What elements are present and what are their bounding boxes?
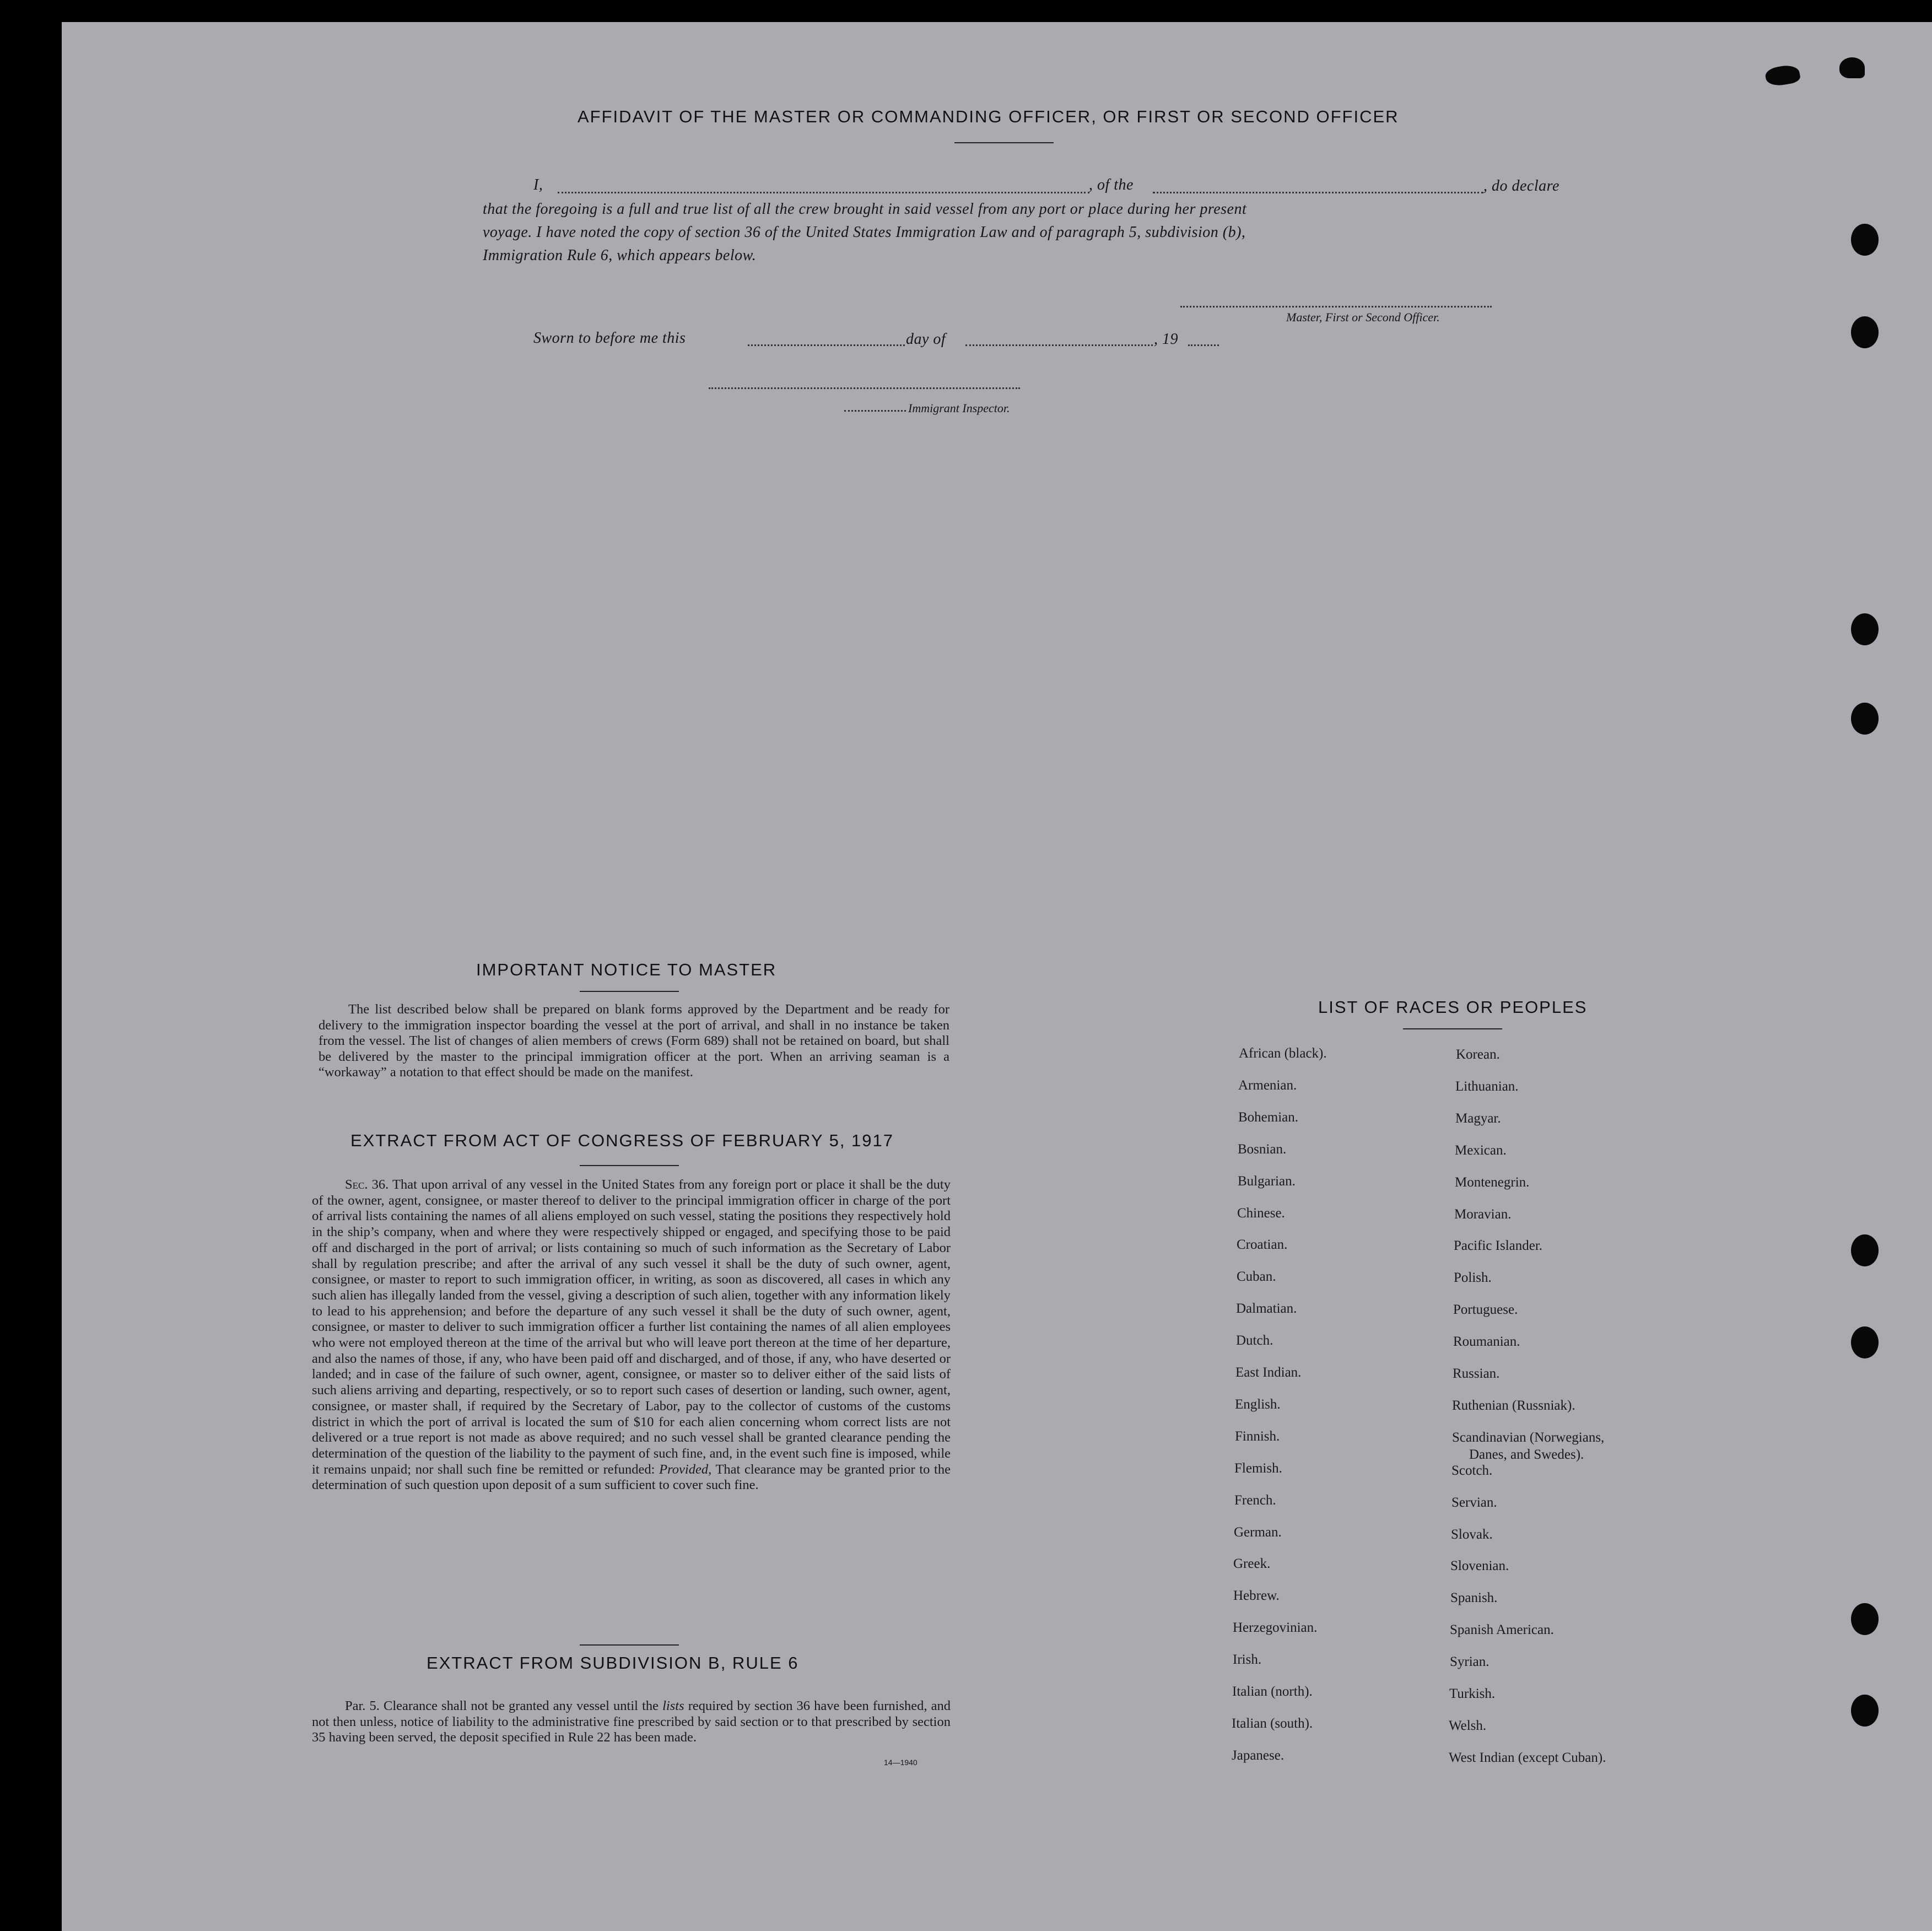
year-label: , 19 xyxy=(1154,331,1178,348)
inspector-caption: Immigrant Inspector. xyxy=(908,401,1010,415)
race-item: Flemish. xyxy=(1234,1461,1282,1476)
race-item: Roumanian. xyxy=(1453,1334,1520,1349)
rule6-title: EXTRACT FROM SUBDIVISION B, RULE 6 xyxy=(427,1653,799,1673)
race-item: Herzegovinian. xyxy=(1233,1620,1318,1635)
act-title: EXTRACT FROM ACT OF CONGRESS OF FEBRUARY 5, 1917 xyxy=(350,1131,894,1150)
act-body xyxy=(312,1177,951,1493)
declarant-label: I, xyxy=(533,176,543,193)
act-title-underline xyxy=(580,1165,679,1166)
affidavit-line-4: Immigration Rule 6, which appears below. xyxy=(483,247,757,264)
act-provided-label: Provided, xyxy=(659,1461,712,1477)
race-item: East Indian. xyxy=(1235,1365,1302,1380)
race-item: Spanish American. xyxy=(1450,1622,1554,1637)
punch-hole xyxy=(1851,316,1879,348)
form-number: 14—1940 xyxy=(884,1758,918,1767)
title-underline xyxy=(954,142,1054,143)
punch-hole xyxy=(1851,1695,1879,1727)
race-item: Moravian. xyxy=(1454,1207,1512,1222)
race-item: Irish. xyxy=(1233,1652,1262,1667)
rule6-body-start: Par. 5. Clearance shall not be granted any vessel until the xyxy=(345,1698,659,1713)
race-item: Slovak. xyxy=(1451,1527,1493,1542)
race-item: West Indian (except Cuban). xyxy=(1449,1750,1606,1765)
race-item: Greek. xyxy=(1233,1556,1271,1571)
race-item: Italian (south). xyxy=(1232,1716,1313,1731)
race-item: Scandinavian (Norwegians, xyxy=(1452,1430,1605,1445)
act-body-end: That clearance may be granted prior to the determination of such question upon deposit of a sum sufficient to cover such fine. xyxy=(312,1461,951,1493)
rule6-body xyxy=(312,1698,951,1746)
race-item: Syrian. xyxy=(1450,1654,1490,1669)
race-item: African (black). xyxy=(1239,1046,1327,1061)
race-item: Montenegrin. xyxy=(1455,1175,1530,1190)
race-scandinavian-continuation: Danes, and Swedes). xyxy=(1469,1447,1584,1462)
master-caption: Master, First or Second Officer. xyxy=(1286,310,1440,324)
punch-hole xyxy=(1851,1326,1879,1358)
race-item: Bulgarian. xyxy=(1238,1174,1296,1189)
affidavit-title: AFFIDAVIT OF THE MASTER OR COMMANDING OFFICER, OR FIRST OR SECOND OFFICER xyxy=(578,107,1399,126)
day-of-label: day of xyxy=(906,331,946,348)
punch-hole xyxy=(1851,1234,1879,1266)
race-item: Bosnian. xyxy=(1238,1142,1287,1157)
race-item: Hebrew. xyxy=(1233,1588,1280,1603)
sworn-month-field[interactable] xyxy=(965,344,1153,346)
act-body-text: That upon arrival of any vessel in the United States from any foreign port or place it shall be the duty of the owner, agent, consignee, or master thereof to deliver to the principal immigration officer in charge of the port of arrival lists containing the names of all aliens employed on such vessel, stating the positions they respectively hold in the ship’s company, when and where they were respectively shipped or engaged, and specifying those to be paid off and discharged in the port of arrival; or lists containing so much of such information as the Secretary of Labor shall by regulation prescribe; and after the arrival of any such vessel it shall be the duty of such owner, agent, consignee, or master to report to such immigration officer, in writing, as soon as discovered, all cases in which any such alien has illegally landed from the vessel, giving a description of such alien, together with any information likely to lead to his apprehension; and before the departure of any such vessel it shall be the duty of such owner, agent, consignee, or master to deliver to such immigration officer a further list containing the names of all alien employees who were not employed thereon at the time of the arrival but who will leave port thereon at the time of her departure, and also the names of those, if any, who have been paid off and discharged, and of those, if any, who have deserted or landed; and in case of the failure of such owner, agent, consignee, or master so to deliver either of the said lists of such aliens arriving and departing, respectively, or so to report such cases of desertion or landing, such owner, agent, consignee, or master shall, if required by the Secretary of Labor, pay to the collector of customs of the customs district in which the port of arrival is located the sum of $10 for each alien concerning whom correct lists are not delivered or a true report is not made as above required; and no such vessel shall be granted clearance pending the determination of the question of the liability to the payment of such fine, and, in the event such fine is imposed, while it remains unpaid; nor shall such fine be remitted or refunded: xyxy=(312,1177,951,1477)
sworn-day-field[interactable] xyxy=(748,344,905,346)
race-item: Ruthenian (Russniak). xyxy=(1452,1398,1575,1413)
punch-hole xyxy=(1851,1603,1879,1635)
race-item: Finnish. xyxy=(1235,1429,1280,1444)
form-page xyxy=(62,22,1932,1931)
inspector-caption-lead xyxy=(844,410,906,412)
race-item: German. xyxy=(1234,1525,1282,1540)
race-item: Scotch. xyxy=(1451,1463,1493,1478)
race-item: Slovenian. xyxy=(1450,1558,1509,1573)
races-title: LIST OF RACES OR PEOPLES xyxy=(1318,997,1588,1017)
torn-corner-right xyxy=(1839,57,1865,78)
master-signature-field[interactable] xyxy=(1180,306,1492,308)
race-item: Portuguese. xyxy=(1453,1302,1518,1317)
race-item: Italian (north). xyxy=(1232,1684,1313,1699)
race-item: Bohemian. xyxy=(1238,1110,1299,1125)
race-item: Armenian. xyxy=(1238,1078,1297,1093)
sworn-label: Sworn to before me this xyxy=(533,330,686,347)
race-item: Dutch. xyxy=(1236,1333,1273,1348)
race-item: Chinese. xyxy=(1237,1206,1285,1221)
declarant-name-field[interactable] xyxy=(558,192,1089,193)
race-item: Mexican. xyxy=(1455,1143,1507,1158)
race-item: Russian. xyxy=(1453,1366,1500,1381)
vessel-label: , of the xyxy=(1089,176,1134,193)
race-item: Polish. xyxy=(1454,1270,1492,1285)
notice-body: The list described below shall be prepared on blank forms approved by the Department and be ready for delivery to the immigration inspector boarding the vessel at the port of arrival, and shall in no instance be taken from the vessel. The list of changes of alien members of crews (Form 689) shall not be retained on board, but shall be delivered by the master to the principal immigration officer at the port. When an arriving seaman is a “workaway” a notation to that effect should be made on the manifest. xyxy=(319,1002,949,1080)
affidavit-line-2: that the foregoing is a full and true list of all the crew brought in said vessel from any port or place during her present xyxy=(483,201,1247,218)
race-item: Pacific Islander. xyxy=(1454,1238,1543,1253)
inspector-signature-field[interactable] xyxy=(709,387,1020,389)
race-item: Dalmatian. xyxy=(1236,1301,1297,1316)
race-item: Cuban. xyxy=(1237,1269,1276,1284)
sworn-year-field[interactable] xyxy=(1188,344,1219,346)
act-section-label: Sec. 36. xyxy=(345,1177,389,1192)
affidavit-line-3: voyage. I have noted the copy of section 36 of the United States Immigration Law and of paragraph 5, subdivision (b), xyxy=(483,224,1246,241)
race-item: Servian. xyxy=(1451,1495,1497,1510)
race-item: Turkish. xyxy=(1449,1686,1496,1701)
rule6-title-top-rule xyxy=(580,1644,679,1646)
race-item: French. xyxy=(1234,1493,1276,1508)
race-item: Welsh. xyxy=(1449,1718,1487,1733)
vessel-name-field[interactable] xyxy=(1153,192,1483,193)
notice-title-underline xyxy=(580,991,679,992)
race-item: English. xyxy=(1235,1397,1281,1412)
punch-hole xyxy=(1851,613,1879,645)
race-item: Magyar. xyxy=(1455,1111,1501,1126)
punch-hole xyxy=(1851,224,1879,256)
punch-hole xyxy=(1851,703,1879,735)
race-item: Croatian. xyxy=(1237,1237,1288,1252)
race-item: Korean. xyxy=(1456,1047,1500,1062)
rule6-body-end: required by section 36 have been furnished, and not then unless, notice of liability to the administrative fine prescribed by said section or to that prescribed by section 35 having been served, the deposit specified in Rule 22 has been made. xyxy=(312,1698,951,1745)
race-item: Japanese. xyxy=(1232,1748,1285,1763)
race-item: Spanish. xyxy=(1450,1590,1498,1605)
notice-title: IMPORTANT NOTICE TO MASTER xyxy=(476,960,777,979)
rule6-lists-word: lists xyxy=(662,1698,684,1713)
races-title-underline xyxy=(1403,1028,1502,1029)
race-item: Lithuanian. xyxy=(1455,1079,1519,1094)
torn-corner-left xyxy=(1764,63,1801,88)
declare-label: , do declare xyxy=(1483,177,1559,195)
